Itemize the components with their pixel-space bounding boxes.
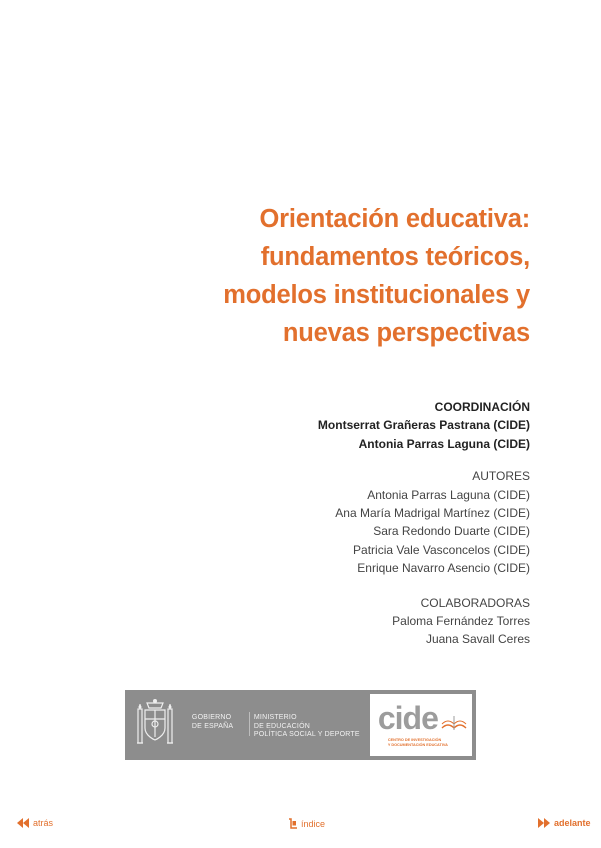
double-right-arrow-icon <box>537 818 551 828</box>
authors-heading: AUTORES <box>472 469 530 484</box>
author-name: Antonia Parras Laguna (CIDE) <box>367 487 530 502</box>
cide-caption-line: CENTRO DE INVESTIGACIÓN <box>387 738 442 742</box>
title-line: modelos institucionales y <box>223 281 530 309</box>
collaborator-name: Juana Savall Ceres <box>425 632 530 647</box>
publisher-banner <box>125 690 476 760</box>
ministry-line: MINISTERIO <box>253 714 297 721</box>
title-line: fundamentos teóricos, <box>260 243 530 271</box>
nav-back-label: atrás <box>33 818 54 828</box>
title-line: nuevas perspectivas <box>282 319 530 347</box>
author-name: Patricia Vale Vasconcelos (CIDE) <box>353 542 530 557</box>
ministry-line: POLÍTICA SOCIAL Y DEPORTE <box>253 731 360 738</box>
cide-caption-line: Y DOCUMENTACIÓN EDUCATIVA <box>387 742 448 747</box>
nav-forward-link[interactable] <box>537 818 591 828</box>
ministry-line: DE EDUCACIÓN <box>253 722 310 730</box>
double-left-arrow-icon <box>16 818 30 828</box>
nav-forward-label: adelante <box>554 818 591 828</box>
government-line: DE ESPAÑA <box>191 722 234 730</box>
cide-logo <box>370 694 472 756</box>
collaborators-heading: COLABORADORAS <box>420 595 530 610</box>
nav-index-link[interactable] <box>288 818 325 829</box>
nav-back-link[interactable] <box>16 818 53 828</box>
coordinator-name: Antonia Parras Laguna (CIDE) <box>358 436 530 451</box>
title-line: Orientación educativa: <box>259 205 530 233</box>
author-name: Enrique Navarro Asencio (CIDE) <box>357 561 530 576</box>
cide-caption <box>388 738 470 747</box>
coordinator-name: Montserrat Grañeras Pastrana (CIDE) <box>317 418 530 433</box>
coat-of-arms-icon <box>125 690 186 760</box>
nav-index-label: índice <box>301 818 326 829</box>
credits-block <box>110 398 530 649</box>
index-icon <box>288 818 298 829</box>
government-line: GOBIERNO <box>191 714 232 721</box>
cide-wordmark: cide <box>377 700 438 736</box>
author-name: Sara Redondo Duarte (CIDE) <box>373 524 530 539</box>
ministry-label <box>254 690 370 760</box>
collaborator-name: Paloma Fernández Torres <box>392 614 530 629</box>
government-label <box>186 690 249 760</box>
divider <box>249 712 250 736</box>
book-title <box>70 200 530 352</box>
coordination-heading: COORDINACIÓN <box>434 400 530 414</box>
book-icon <box>440 712 468 734</box>
author-name: Ana María Madrigal Martínez (CIDE) <box>335 506 530 521</box>
